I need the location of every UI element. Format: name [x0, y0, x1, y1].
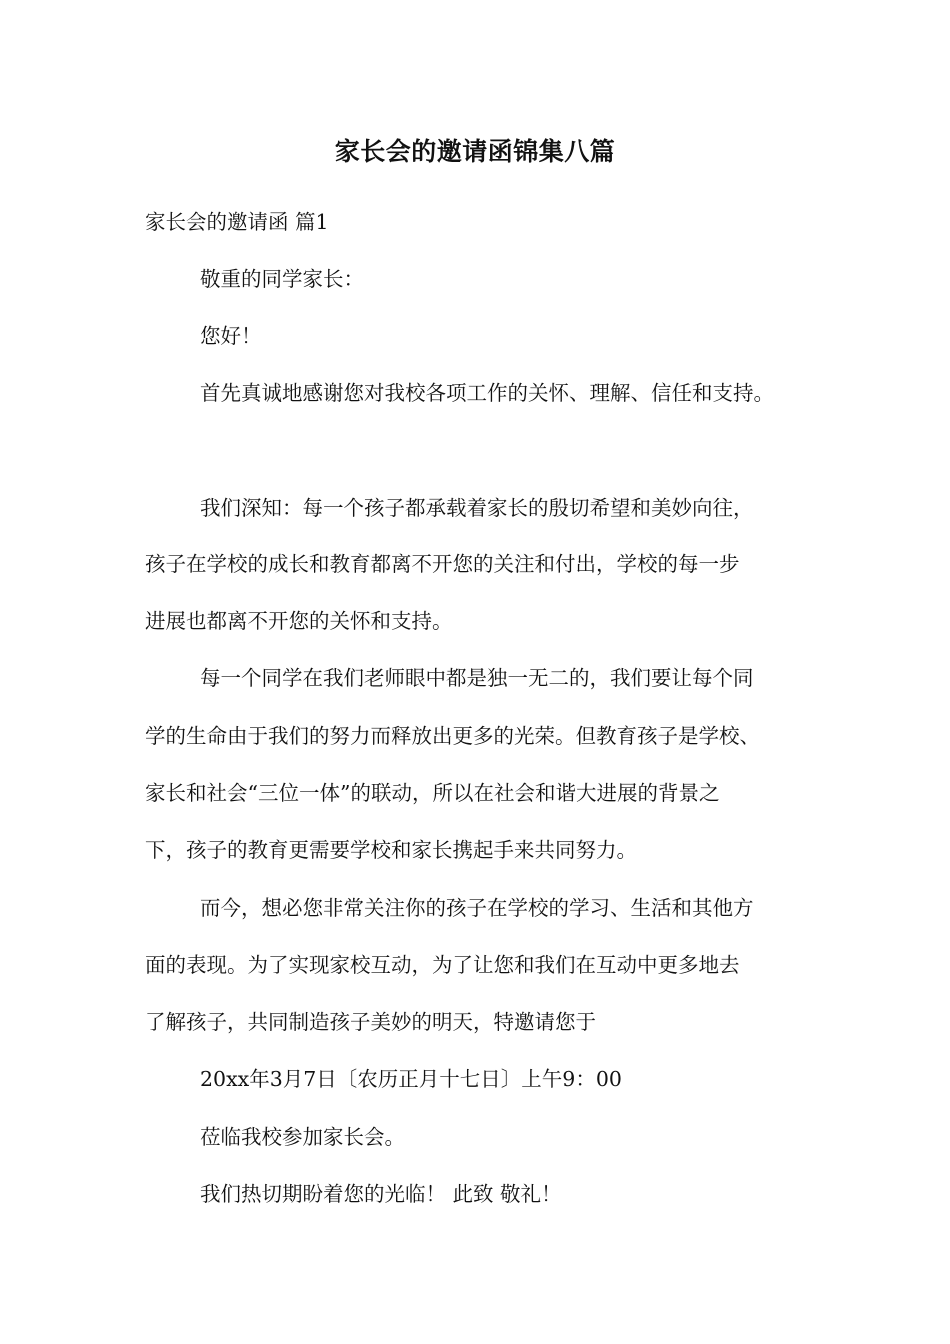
paragraph-line: 家长和社会“三位一体”的联动，所以在社会和谐大进展的背景之: [145, 781, 720, 805]
closing-line: 我们热切期盼着您的光临！ 此致 敬礼！: [200, 1182, 562, 1206]
meeting-datetime: 20xx年3月7日〔农历正月十七日〕上午9：00: [200, 1067, 622, 1091]
paragraph-line: 下，孩子的教育更需要学校和家长携起手来共同努力。: [145, 838, 637, 862]
section-heading: 家长会的邀请函 篇1: [145, 210, 329, 234]
paragraph-line: 而今，想必您非常关注你的孩子在学校的学习、生活和其他方: [200, 896, 754, 920]
paragraph-line: 学的生命由于我们的努力而释放出更多的光荣。但教育孩子是学校、: [145, 724, 760, 748]
paragraph-line: 孩子在学校的成长和教育都离不开您的关注和付出，学校的每一步: [145, 552, 740, 576]
document-title: 家长会的邀请函锦集八篇: [334, 137, 616, 166]
paragraph-thanks: 首先真诚地感谢您对我校各项工作的关怀、理解、信任和支持。: [200, 381, 774, 405]
paragraph-line: 我们深知：每一个孩子都承载着家长的殷切希望和美妙向往，: [200, 496, 754, 520]
paragraph-line: 了解孩子，共同制造孩子美妙的明天，特邀请您于: [145, 1010, 596, 1034]
invitation-line: 莅临我校参加家长会。: [200, 1125, 405, 1149]
salutation: 敬重的同学家长：: [200, 267, 364, 291]
paragraph-line: 每一个同学在我们老师眼中都是独一无二的，我们要让每个同: [200, 666, 754, 690]
paragraph-line: 面的表现。为了实现家校互动，为了让您和我们在互动中更多地去: [145, 953, 740, 977]
paragraph-line: 进展也都离不开您的关怀和支持。: [145, 609, 453, 633]
greeting: 您好！: [200, 324, 262, 348]
